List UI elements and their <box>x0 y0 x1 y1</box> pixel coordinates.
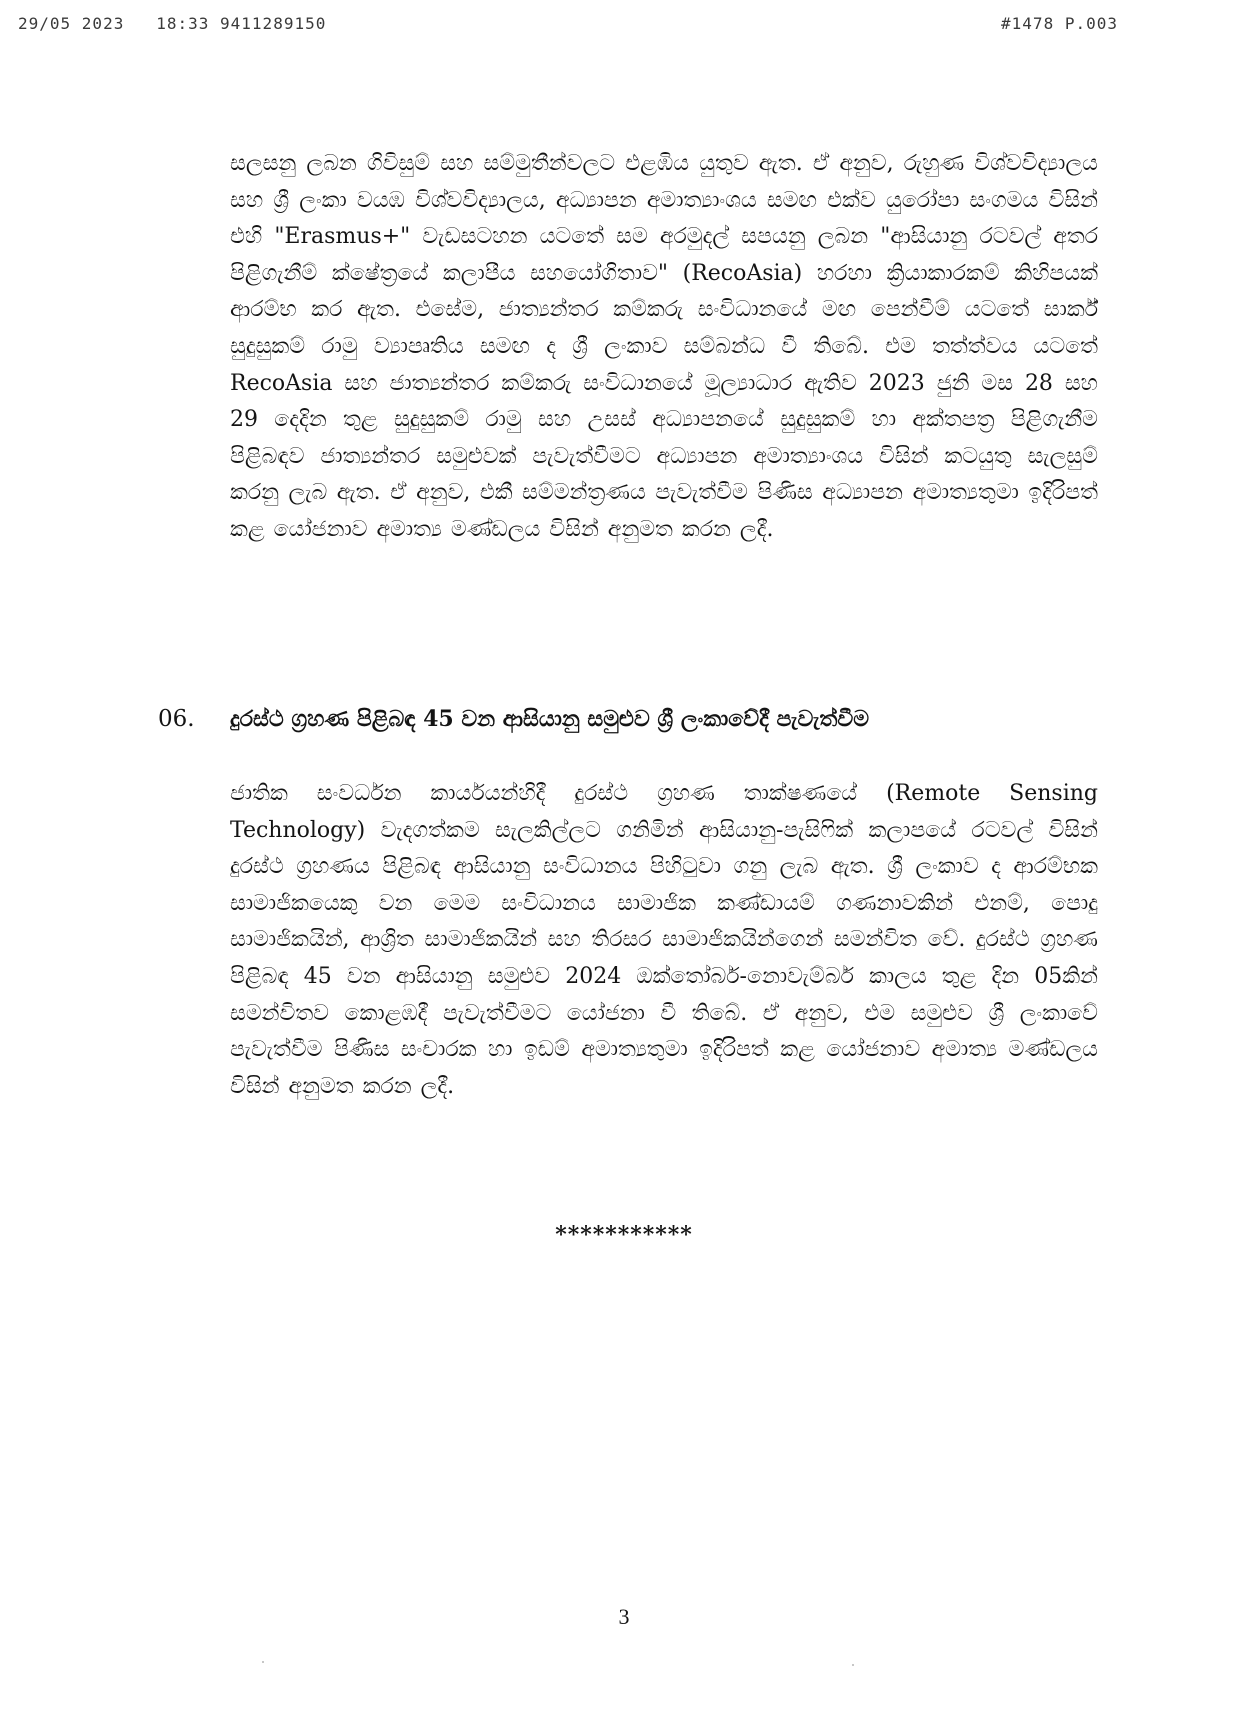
scan-noise-speck <box>262 1661 264 1663</box>
fax-date-time-number: 29/05 2023 18:33 9411289150 <box>18 14 327 33</box>
item-number: 06. <box>158 706 195 732</box>
scan-noise-speck <box>852 1664 854 1666</box>
section-separator: *********** <box>555 1222 693 1248</box>
decision-item-heading <box>158 706 1098 740</box>
page-number: 3 <box>618 1604 630 1629</box>
item-title: දුරස්ථ ග්‍රහණ පිළිබඳ 45 වන ආසියානු සමුළුව ශ්‍රී ලංකාවේදී පැවැත්වීම <box>230 706 870 732</box>
paragraph-continued: සලසනු ලබන ගිවිසුම් සහ සම්මුතීන්වලට එළඹිය යුතුව ඇත. ඒ අනුව, රුහුණ විශ්වවිද්‍යාලය සහ ශ්‍රී ලංකා වයඹ විශ්වවිද්‍යාලය, අධ්‍යාපන අමාත්‍යාංශය සමඟ එක්ව යුරෝපා සංගමය විසින් එහි "Erasmus+" වැඩසටහන යටතේ සම අරමුදල් සපයනු ලබන "ආසියානු රටවල් අතර පිළිගැනීම් ක්ෂේත්‍රයේ කලාපීය සහයෝගිතාව" (RecoAsia) හරහා ක්‍රියාකාරකම් කිහිපයක් ආරම්භ කර ඇත. එසේම, ජාත්‍යන්තර කම්කරු සංවිධානයේ මඟ පෙන්වීම් යටතේ සාර්ක් සුදුසුකම් රාමු ව්‍යාපෘතිය සමඟ ද ශ්‍රී ලංකාව සම්බන්ධ වී තිබේ. එම තත්ත්වය යටතේ RecoAsia සහ ජාත්‍යන්තර කම්කරු සංවිධානයේ මූල්‍යාධාර ඇතිව 2023 ජුනි මස 28 සහ 29 දෙදින තුළ සුදුසුකම් රාමු සහ උසස් අධ්‍යාපනයේ සුදුසුකම් හා අක්තපත්‍ර පිළිගැනීම පිළිබඳව ජාත්‍යන්තර සමුළුවක් පැවැත්වීමට අධ්‍යාපන අමාත්‍යාංශය විසින් කටයුතු සැලසුම් කරනු ලැබ ඇත. ඒ අනුව, එකී සම්මන්ත්‍රණය පැවැත්වීම පිණිස අධ්‍යාපන අමාත්‍යතුමා ඉදිරිපත් කළ යෝජනාව අමාත්‍ය මණ්ඩලය විසින් අනුමත කරන ලදී. <box>230 151 1098 542</box>
fax-page-reference: #1478 P.003 <box>1001 14 1118 33</box>
fax-transmission-header <box>0 14 1248 38</box>
paragraph-item-06-body: ජාතික සංවර්ධන කාර්යයන්හිදී දුරස්ථ ග්‍රහණ තාක්ෂණයේ (Remote Sensing Technology) වැදගත්කම සැලකිල්ලට ගනිමින් ආසියානු-පැසිෆික් කලාපයේ රටවල් විසින් දුරස්ථ ග්‍රහණය පිළිබඳ ආසියානු සංවිධානය පිහිටුවා ගනු ලැබ ඇත. ශ්‍රී ලංකාව ද ආරම්භක සාමාජිකයෙකු වන මෙම සංවිධානය සාමාජික කණ්ඩායම් ගණනාවකින් එනම්, පොදු සාමාජිකයින්, ආශ්‍රිත සාමාජිකයින් සහ තිරසර සාමාජිකයින්ගෙන් සමන්විත වේ. දුරස්ථ ග්‍රහණ පිළිබඳ 45 වන ආසියානු සමුළුව 2024 ඔක්තෝබර්-නොවැම්බර් කාලය තුළ දින 05කින් සමන්විතව කොළඹදී පැවැත්වීමට යෝජනා වී තිබේ. ඒ අනුව, එම සමුළුව ශ්‍රී ලංකාවේ පැවැත්වීම පිණිස සංචාරක හා ඉඩම් අමාත්‍යතුමා ඉදිරිපත් කළ යෝජනාව අමාත්‍ය මණ්ඩලය විසින් අනුමත කරන ලදී. <box>230 781 1098 1099</box>
